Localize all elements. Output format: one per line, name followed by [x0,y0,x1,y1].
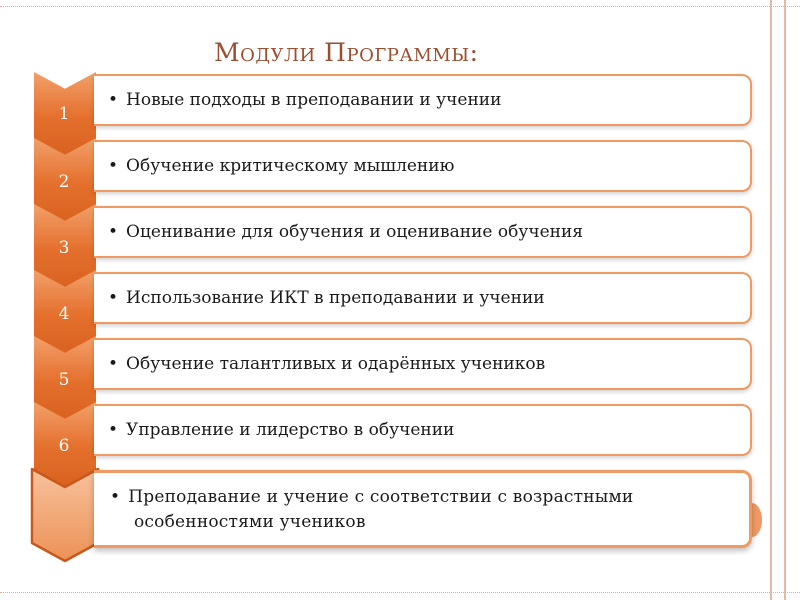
module-text: Обучение критическому мышлению [126,156,455,176]
module-box-1 [94,74,752,126]
module-item [108,288,742,308]
module-box-5 [94,338,752,390]
module-item [108,420,742,440]
module-number: 5 [58,370,70,390]
module-box-4 [94,272,752,324]
module-number: 4 [58,304,70,324]
title-colon: : [469,38,479,67]
chevron-7 [30,467,100,563]
module-item [108,222,742,242]
bullet: • [108,90,119,110]
bullet: • [108,354,119,374]
module-number: 2 [58,172,70,192]
bullet: • [108,156,119,176]
bullet: • [108,222,119,242]
module-item [108,156,742,176]
module-item [108,354,742,374]
module-box-3 [94,206,752,258]
module-box-2 [94,140,752,192]
bullet: • [110,487,121,507]
bottom-dotted-line [0,592,800,593]
module-text: Преподавание и учение с соответствии с возрастными особенностями учеников [128,487,634,532]
right-decor-stripe [770,0,772,600]
title-text: Модули Программы [214,38,470,67]
module-text: Обучение талантливых и одарённых учеников [126,354,546,374]
module-text: Новые подходы в преподавании и учении [126,90,502,110]
module-item [108,90,742,110]
bullet: • [108,420,119,440]
module-box-6 [94,404,752,456]
module-number: 6 [58,436,70,456]
module-number: 3 [58,238,70,258]
module-number: 1 [58,104,70,124]
top-dotted-line [0,6,800,7]
module-box-7 [94,470,752,548]
slide-title [214,38,554,67]
module-text: Использование ИКТ в преподавании и учении [126,288,545,308]
module-item [108,485,741,535]
module-text: Оценивание для обучения и оценивание обучения [126,222,584,242]
right-decor-stripe [784,0,786,600]
bullet: • [108,288,119,308]
module-text: Управление и лидерство в обучении [126,420,455,440]
